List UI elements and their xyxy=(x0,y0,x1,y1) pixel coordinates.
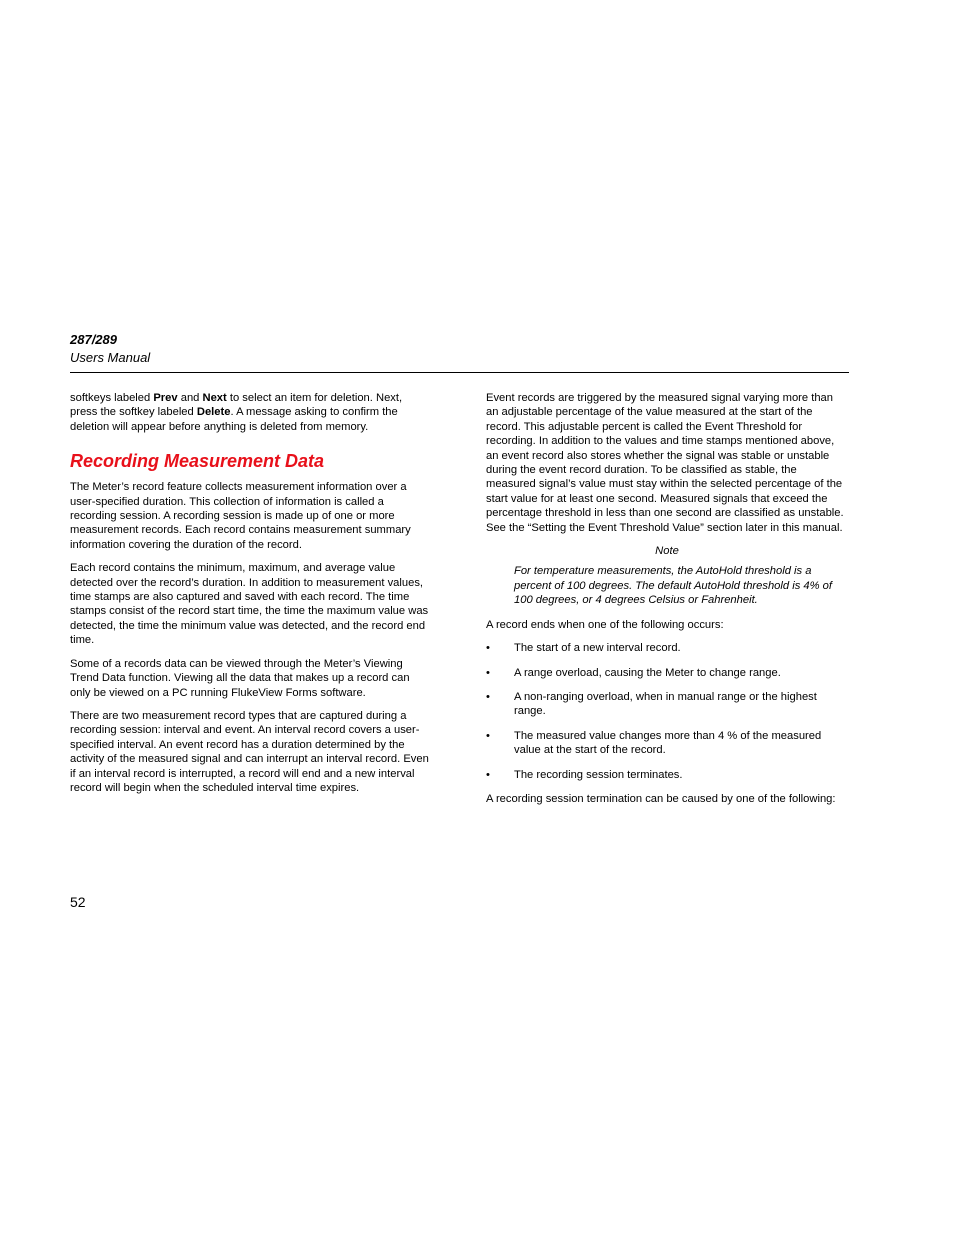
running-header xyxy=(70,331,850,367)
list-item-text: A range overload, causing the Meter to change range. xyxy=(514,666,781,679)
header-rule xyxy=(70,372,849,373)
record-end-list xyxy=(486,641,848,782)
intro-text-4: . A message asking to confirm the deletion will appear before anything is deleted from memory. xyxy=(70,406,398,433)
manual-title: Users Manual xyxy=(70,350,151,365)
body-paragraph: There are two measurement record types that are captured during a recording session: interval and event. An interval record covers a user-specified interval. An event record has a duration determined by the activity of the measured signal and can interrupt an interval record. Even if an interval record is interrupted, a record will end and a new interval record will begin when the scheduled interval time expires. xyxy=(70,709,429,794)
list-item xyxy=(486,641,848,655)
body-paragraph: A record ends when one of the following occurs: xyxy=(486,618,724,631)
next-softkey-label: Next xyxy=(202,392,227,404)
list-item-text: The start of a new interval record. xyxy=(514,642,681,655)
body-paragraph: The Meter’s record feature collects measurement information over a user-specified duration. This collection of information is called a recording session. A recording session is made up of one or more measurement records. Each record contains measurement summary information covering the duration of the record. xyxy=(70,481,411,551)
list-item-text: The measured value changes more than 4 % of the measured value at the start of the record. xyxy=(514,729,822,757)
right-column xyxy=(486,391,848,815)
body-paragraph: A recording session termination can be caused by one of the following: xyxy=(486,792,836,805)
bullet-icon: • xyxy=(486,666,490,679)
model-number: 287/289 xyxy=(70,332,117,347)
body-paragraph: Each record contains the minimum, maximum, and average value detected over the record’s duration. In addition to measurement values, time stamps are also captured and saved with each record. The time stamps consist of the record start time, the time the maximum value was detected, the time the minimum value was detected, and the record end time. xyxy=(70,562,429,647)
intro-text-1: softkeys labeled xyxy=(70,392,154,404)
list-item xyxy=(486,768,848,782)
list-item xyxy=(486,729,848,758)
list-item xyxy=(486,690,848,719)
list-item-text: A non-ranging overload, when in manual range or the highest range. xyxy=(514,690,817,718)
intro-text-3: to select an item for deletion. Next, press the softkey labeled xyxy=(70,392,403,419)
bullet-icon: • xyxy=(486,729,490,742)
list-item xyxy=(486,666,848,680)
note-body: For temperature measurements, the AutoHold threshold is a percent of 100 degrees. The default AutoHold threshold is 4% of 100 degrees, or 4 degrees Celsius or Fahrenheit. xyxy=(514,565,833,607)
left-column xyxy=(70,391,430,804)
body-paragraph: Event records are triggered by the measured signal varying more than an adjustable percentage of the value measured at the start of the record. This adjustable percent is called the Event Threshold for recording. In addition to the values and time stamps mentioned above, an event record also stores whether the signal was stable or unstable during the event record duration. To be classified as stable, the measured signal’s value must stay within the selected percentage of the start value for at least one second. Measured signals that exceed the percentage threshold in less than one second are classified as unstable. See the “Setting the Event Threshold Value” section later in this manual. xyxy=(486,392,844,534)
section-heading: Recording Measurement Data xyxy=(70,451,325,472)
intro-paragraph xyxy=(70,391,430,434)
page-number: 52 xyxy=(70,894,86,910)
prev-softkey-label: Prev xyxy=(153,392,178,404)
note-title: Note xyxy=(655,545,679,558)
intro-text-2: and xyxy=(177,392,203,404)
bullet-icon: • xyxy=(486,642,490,655)
delete-softkey-label: Delete xyxy=(196,406,231,419)
bullet-icon: • xyxy=(486,768,490,781)
bullet-icon: • xyxy=(486,690,490,703)
body-paragraph: Some of a records data can be viewed through the Meter’s Viewing Trend Data function. Viewing all the data that makes up a record can only be viewed on a PC running FlukeView Forms software. xyxy=(70,657,410,699)
list-item-text: The recording session terminates. xyxy=(514,768,683,781)
